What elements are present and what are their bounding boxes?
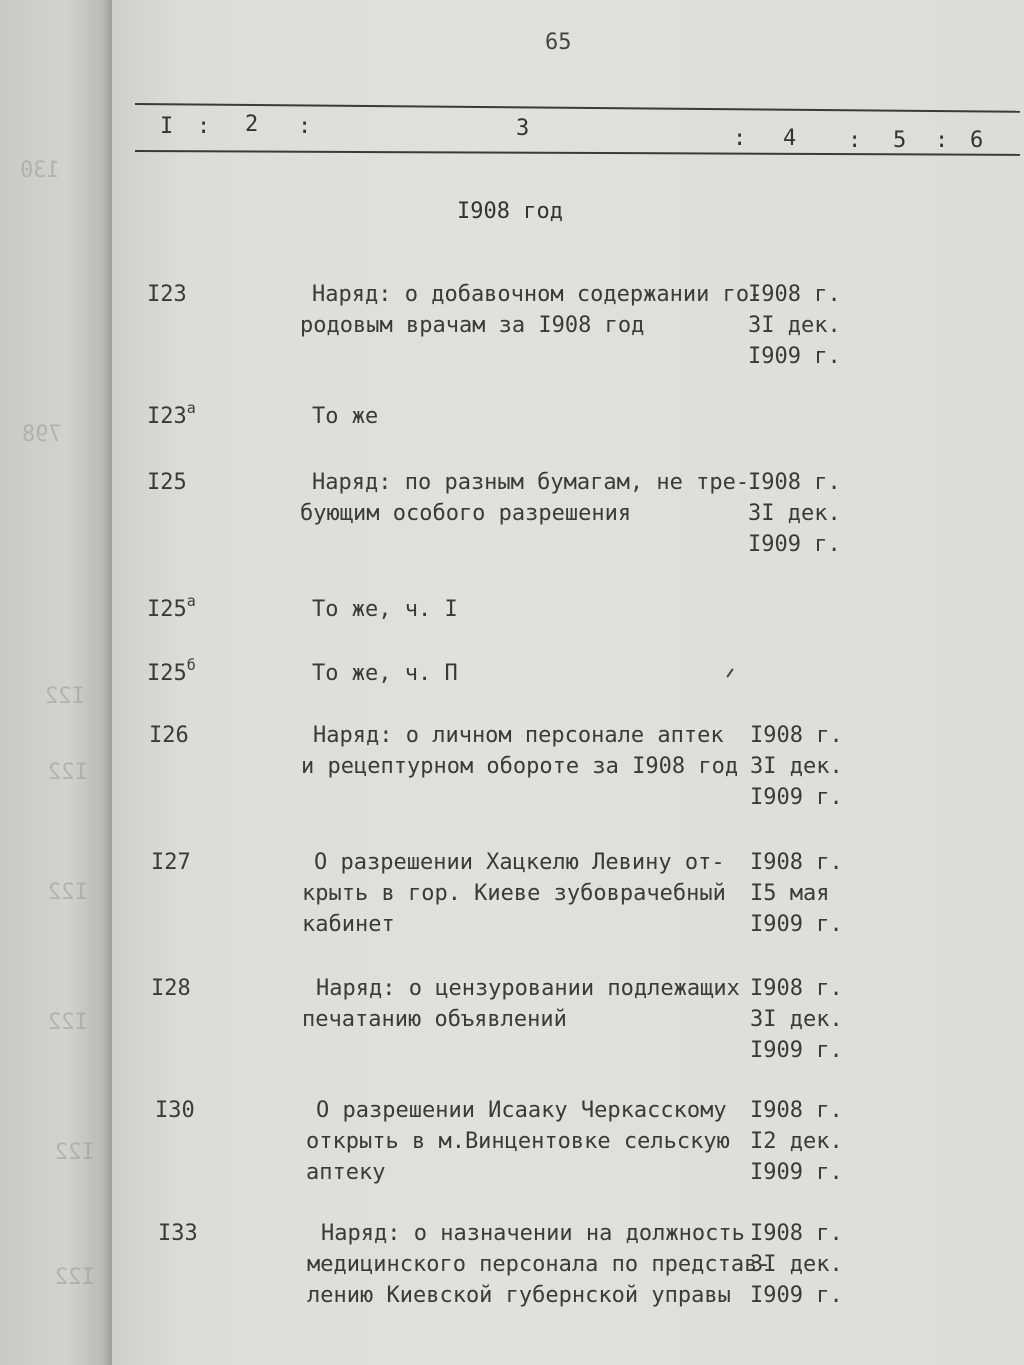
entry-date-line: I909 г. (750, 1160, 843, 1185)
entry-title-line: Наряд: о цензуровании подлежащих (316, 976, 740, 1001)
entry-number-text: I33 (158, 1221, 198, 1246)
bleed-through-text: 130 (20, 158, 60, 183)
entry-date-line: I908 г. (750, 976, 843, 1001)
column-separator: : (298, 114, 312, 139)
entry-number (147, 279, 187, 310)
column-separator: : (848, 128, 862, 153)
entry-title-line: Наряд: по разным бумагам, не тре- (312, 470, 750, 495)
entry-title-line: О разрешении Исааку Черкасскому (316, 1098, 727, 1123)
column-separator: : (733, 126, 747, 151)
entry-number (147, 658, 196, 689)
entry-date-line: I908 г. (748, 470, 841, 495)
entry-number (151, 973, 191, 1004)
entry-date-line: I908 г. (748, 282, 841, 307)
bleed-through-text: I22 (55, 1140, 95, 1165)
entry-title-line: То же, ч. I (312, 597, 458, 622)
bleed-through-text: 798 (22, 422, 62, 447)
entry-title-line: печатанию объявлений (302, 1007, 567, 1032)
entry-number (147, 467, 187, 498)
entry-number (158, 1218, 198, 1249)
entry-date-line: I909 г. (748, 344, 841, 369)
entry-date-line: I909 г. (750, 1283, 843, 1308)
column-header: 3 (516, 116, 530, 141)
entry-title-line: То же (312, 404, 379, 429)
entry-date-line: I909 г. (748, 532, 841, 557)
entry-date-line: 3I дек. (748, 501, 841, 526)
entry-number-text: I25 (147, 470, 187, 495)
column-header: 6 (970, 128, 984, 153)
entry-date-line: 3I дек. (750, 1007, 843, 1032)
column-header: 4 (783, 126, 797, 151)
bleed-through-text: I22 (48, 880, 88, 905)
entry-date-line: I909 г. (750, 1038, 843, 1063)
entry-number-text: I28 (151, 976, 191, 1001)
column-separator: : (935, 128, 949, 153)
entry-number (155, 1095, 195, 1126)
entry-number-suffix: а (186, 592, 196, 610)
bleed-through-text: I22 (55, 1265, 95, 1290)
entry-number-text: I23 (147, 404, 187, 429)
entry-title-line: аптеку (306, 1160, 386, 1185)
page-number: 65 (545, 30, 572, 55)
column-header: 2 (245, 112, 259, 137)
bleed-through-text: I22 (48, 1010, 88, 1035)
document-page (112, 0, 1024, 1365)
entry-title-line: родовым врачам за I908 год (300, 313, 645, 338)
entry-date-line: I2 дек. (750, 1129, 843, 1154)
bleed-through-text: I22 (48, 760, 88, 785)
entry-number-text: I27 (151, 850, 191, 875)
entry-title-line: О разрешении Хацкелю Левину от- (314, 850, 725, 875)
entry-title-line: кабинет (302, 912, 395, 937)
column-header: 5 (893, 128, 907, 153)
entry-date-line: I908 г. (750, 1098, 843, 1123)
entry-date-line: I908 г. (750, 723, 843, 748)
entry-number (149, 720, 189, 751)
entry-date-line: 3I дек. (750, 754, 843, 779)
entry-number-text: I25 (147, 661, 187, 686)
entry-title-line: Наряд: о личном персонале аптек (313, 723, 724, 748)
entry-title-line: То же, ч. П (312, 661, 458, 686)
entry-date-line: I5 мая (750, 881, 830, 906)
entry-number-text: I30 (155, 1098, 195, 1123)
entry-number-text: I23 (147, 282, 187, 307)
entry-title-line: бующим особого разрешения (300, 501, 632, 526)
entry-number (147, 594, 196, 625)
entry-number-text: I25 (147, 597, 187, 622)
entry-title-line: открыть в м.Винцентовке сельскую (306, 1129, 730, 1154)
left-page-edge (0, 0, 112, 1365)
entry-title-line: медицинского персонала по представ- (307, 1252, 771, 1277)
entry-title-line: и рецептурном обороте за I908 год (301, 754, 739, 779)
entry-date-line: I908 г. (750, 1221, 843, 1246)
entry-title-line: лению Киевской губернской управы (307, 1283, 731, 1308)
entry-number-suffix: а (186, 399, 196, 417)
entry-date-line: I908 г. (750, 850, 843, 875)
column-header: I (160, 114, 174, 139)
entry-number (151, 847, 191, 878)
entry-number-text: I26 (149, 723, 189, 748)
entry-number (147, 401, 196, 432)
entry-date-line: I909 г. (750, 785, 843, 810)
entry-number-suffix: б (186, 656, 196, 674)
section-title: I908 год (457, 199, 563, 224)
entry-date-line: 3I дек. (748, 313, 841, 338)
entry-title-line: Наряд: о назначении на должность (321, 1221, 745, 1246)
entry-title-line: крыть в гор. Киеве зубоврачебный (302, 881, 726, 906)
column-separator: : (197, 114, 211, 139)
entry-date-line: 3I дек. (750, 1252, 843, 1277)
entry-title-line: Наряд: о добавочном содержании го- (312, 282, 763, 307)
bleed-through-text: I22 (45, 684, 85, 709)
entry-date-line: I909 г. (750, 912, 843, 937)
